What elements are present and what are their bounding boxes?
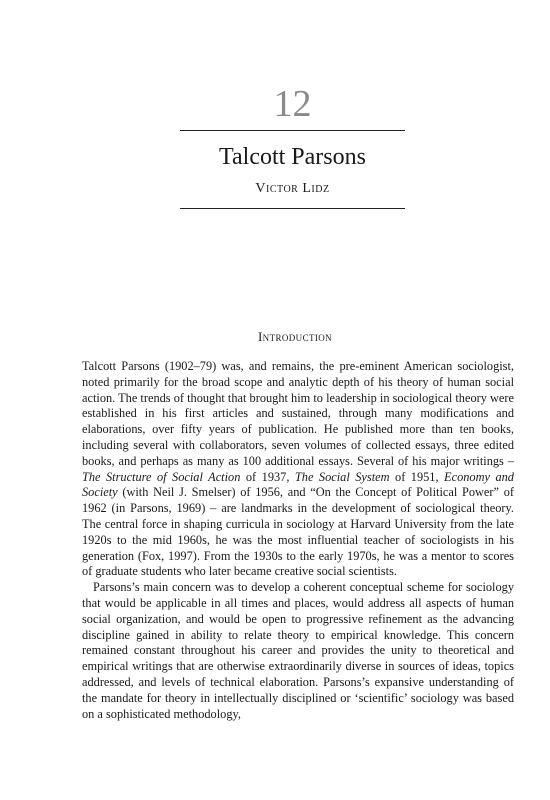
chapter-bottom-rule [180, 208, 405, 209]
chapter-author: Victor Lidz [255, 181, 330, 196]
text-segment: Parsons’s main concern was to develop a coherent conceptual scheme for sociology that would be applicable in all times and places, would address all aspects of human social organization, and would be open to progressive refinement as the advancing discipline gained in ability to relate theory to empirical knowledge. This concern remained constant throughout his career and provides the unity to theoretical and empirical writings that are otherwise extraordinarily diverse in sources of ideas, topics addressed, and levels of technical elaboration. Parsons’s expansive understanding of the mandate for theory in intellectually disciplined or ‘scientific’ sociology was based on a sophisticated methodology, [82, 580, 514, 721]
paragraph-2 [82, 580, 514, 722]
text-segment: of 1951, [389, 469, 445, 484]
text-segment: (with Neil J. Smelser) of 1956, and “On the Concept of Political Power” of 1962 (in Parsons, 1969) – are landmarks in the development of sociological theory. The central force in shaping curricula in sociology at Harvard University from the late 1920s to the mid 1960s, he was the most influential teacher of sociologists in his generation (Fox, 1997). From the 1930s to the early 1970s, he was a mentor to scores of graduate students who later became creative social scientists. [82, 485, 514, 579]
chapter-title: Talcott Parsons [219, 144, 366, 170]
section-heading: Introduction [257, 329, 333, 344]
chapter-number: 12 [273, 83, 312, 125]
chapter-top-rule [180, 130, 405, 131]
text-segment: of 1937, [240, 469, 295, 484]
paragraph-1 [82, 359, 514, 580]
text-segment: Talcott Parsons (1902–79) was, and remains, the pre-eminent American sociologist, noted primarily for the broad scope and analytic depth of his theory of human social action. The trends of thought that brought him to leadership in sociological theory were established in his first articles and sustained, through many modifications and elaborations, over fifty years of publication. He published more than ten books, including several with collaborators, seven volumes of collected essays, three edited books, and perhaps as many as 100 additional essays. Several of his major writings – [82, 359, 514, 468]
body-text [82, 359, 514, 722]
book-title-italic: The Structure of Social Action [82, 469, 241, 484]
book-title-italic: The Social System [294, 469, 390, 484]
book-title-italic: Economy and Society [82, 469, 514, 500]
